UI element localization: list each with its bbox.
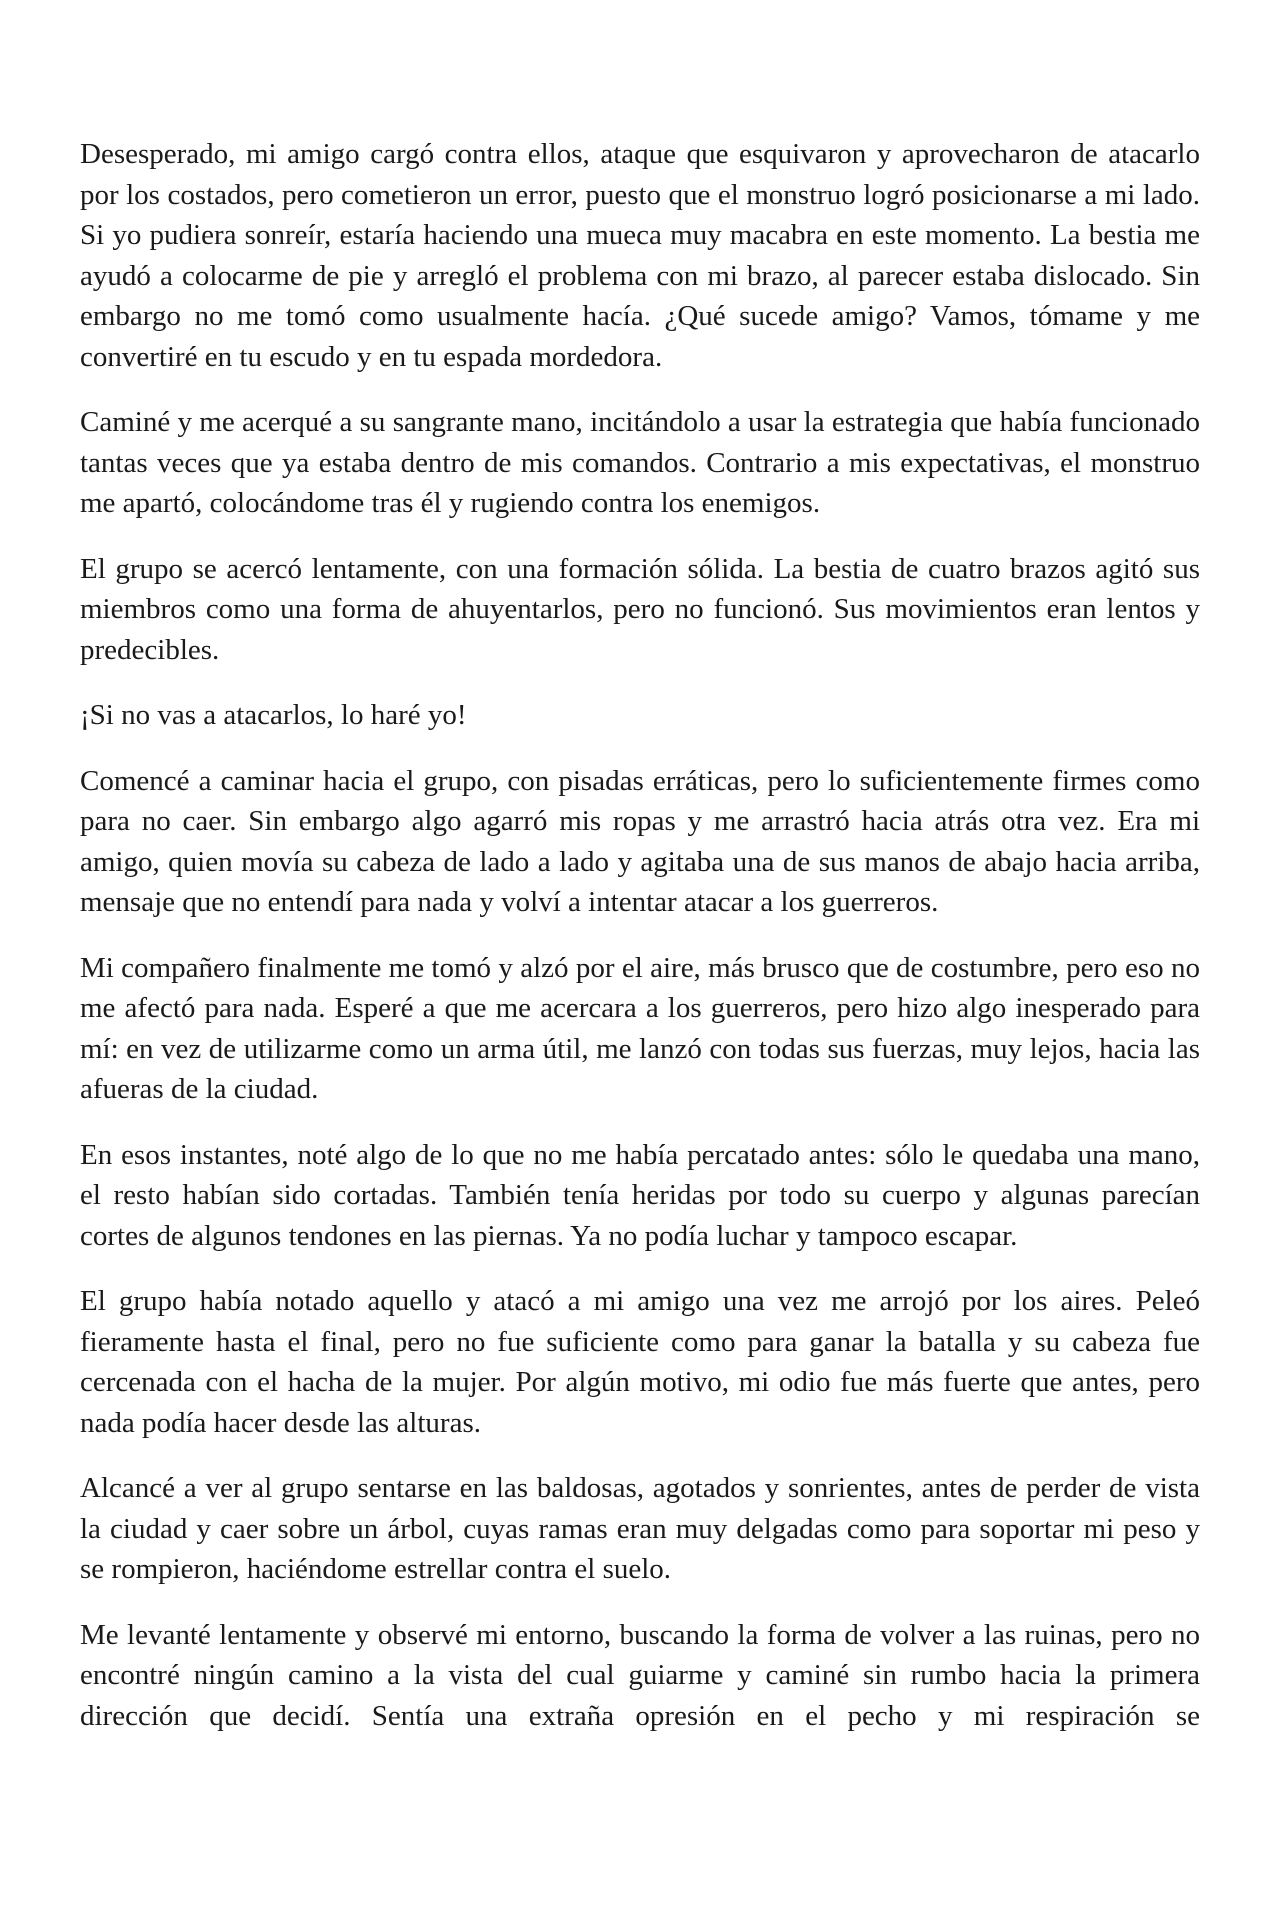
paragraph-2: Caminé y me acerqué a su sangrante mano, incitándolo a usar la estrategia que había funcionado tantas veces que ya estaba dentro de mis comandos. Contrario a mis expectativas, el monstruo me apartó, colocándome tras él y rugiendo contra los enemigos. — [80, 406, 1200, 519]
paragraph-5: Comencé a caminar hacia el grupo, con pisadas erráticas, pero lo suficientemente firmes como para no caer. Sin embargo algo agarró mis ropas y me arrastró hacia atrás otra vez. Era mi amigo, quien movía su cabeza de lado a lado y agitaba una de sus manos de abajo hacia arriba, mensaje que no entendí para nada y volví a intentar atacar a los guerreros. — [80, 764, 1200, 918]
paragraph-6: Mi compañero finalmente me tomó y alzó por el aire, más brusco que de costumbre, pero eso no me afectó para nada. Esperé a que me acercara a los guerreros, pero hizo algo inesperado para mí: en vez de utilizarme como un arma útil, me lanzó con todas sus fuerzas, muy lejos, hacia las afueras de la ciudad. — [80, 951, 1200, 1105]
paragraph-7: En esos instantes, noté algo de lo que no me había percatado antes: sólo le quedaba una mano, el resto habían sido cortadas. También tenía heridas por todo su cuerpo y algunas parecían cortes de algunos tendones en las piernas. Ya no podía luchar y tampoco escapar. — [80, 1138, 1200, 1252]
paragraph-10: Me levanté lentamente y observé mi entorno, buscando la forma de volver a las ruinas, pero no encontré ningún camino a la vista del cual guiarme y caminé sin rumbo hacia la primera dirección que decidí. Sentía una extraña opresión en el pecho y mi respiración se — [80, 1618, 1200, 1732]
paragraph-1: Desesperado, mi amigo cargó contra ellos, ataque que esquivaron y aprovecharon de atacarlo por los costados, pero cometieron un error, puesto que el monstruo logró posicionarse a mi lado. Si yo pudiera sonreír, estaría haciendo una mueca muy macabra en este momento. La bestia me ayudó a colocarme de pie y arregló el problema con mi brazo, al parecer estaba dislocado. Sin embargo no me tomó como usualmente hacía. ¿Qué sucede amigo? Vamos, tómame y me convertiré en tu escudo y en tu espada mordedora. — [80, 138, 1200, 373]
paragraph-4: ¡Si no vas a atacarlos, lo haré yo! — [80, 699, 467, 731]
document-body — [80, 134, 1200, 1761]
paragraph-8: El grupo había notado aquello y atacó a mi amigo una vez me arrojó por los aires. Peleó fieramente hasta el final, pero no fue suficiente como para ganar la batalla y su cabeza fue cercenada con el hacha de la mujer. Por algún motivo, mi odio fue más fuerte que antes, pero nada podía hacer desde las alturas. — [80, 1285, 1200, 1439]
paragraph-9: Alcancé a ver al grupo sentarse en las baldosas, agotados y sonrientes, antes de perder de vista la ciudad y caer sobre un árbol, cuyas ramas eran muy delgadas como para soportar mi peso y se rompieron, haciéndome estrellar contra el suelo. — [80, 1472, 1200, 1585]
paragraph-3: El grupo se acercó lentamente, con una formación sólida. La bestia de cuatro brazos agitó sus miembros como una forma de ahuyentarlos, pero no funcionó. Sus movimientos eran lentos y predecibles. — [80, 552, 1200, 666]
